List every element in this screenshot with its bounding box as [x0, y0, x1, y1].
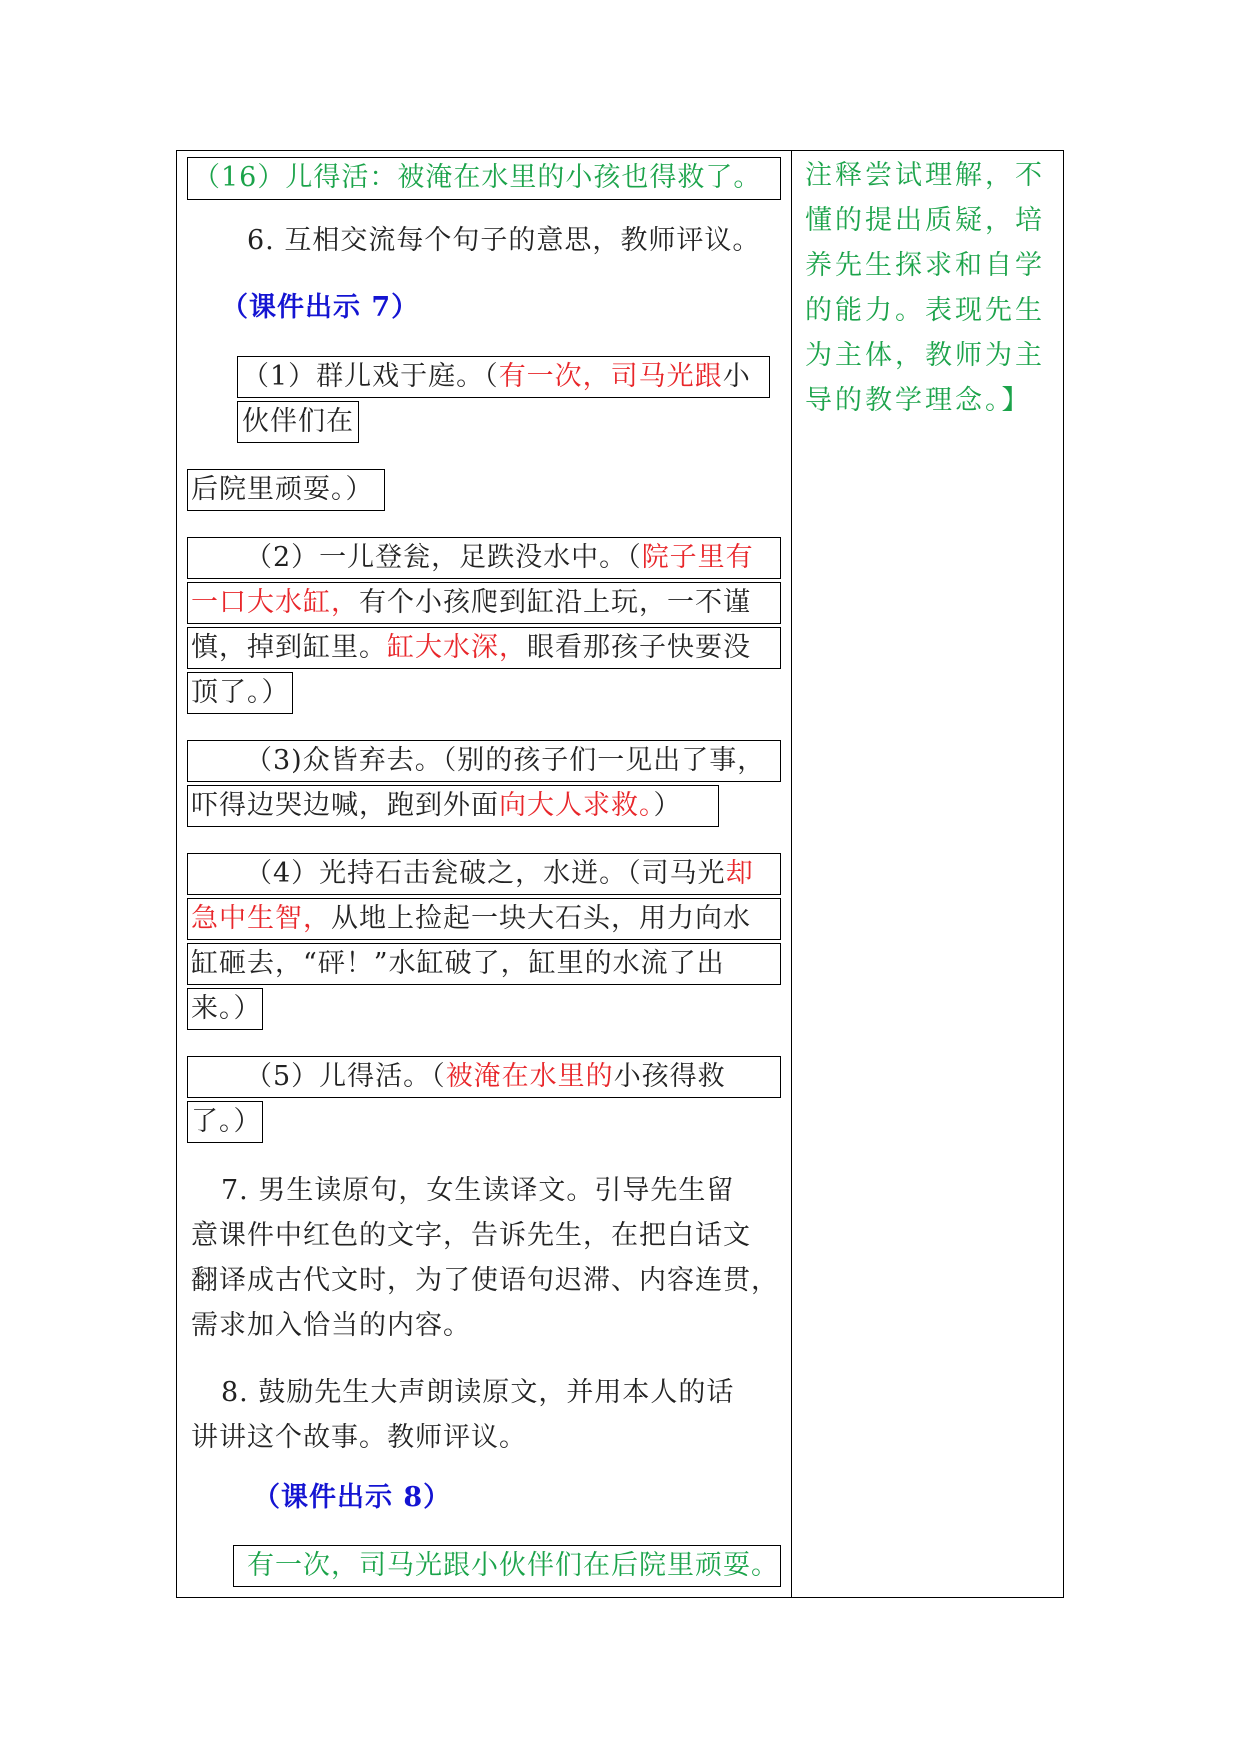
s1-line1-b: 小 — [722, 361, 751, 392]
courseware-heading-7: （课件出示 7） — [221, 292, 420, 323]
s3-line2-a: 吓得边哭边喊，跑到外面 — [191, 790, 499, 821]
s1-line2: 伙伴们在 — [242, 406, 354, 437]
s5-line2: 了。） — [191, 1106, 262, 1137]
column-divider — [791, 151, 792, 1597]
s4-line1-a: （4）光持石击瓮破之，水迸。（司马光 — [245, 858, 726, 889]
paragraph-7-line3: 翻译成古代文时，为了使语句迟滞、内容连贯， — [191, 1265, 779, 1296]
paragraph-6: 6. 互相交流每个句子的意思，教师评议。 — [247, 225, 761, 256]
last-line: 有一次，司马光跟小伙伴们在后院里顽耍。 — [247, 1550, 779, 1581]
paragraph-7-line2: 意课件中红色的文字，告诉先生，在把白话文 — [191, 1220, 751, 1251]
paragraph-7-line1: 7. 男生读原句，女生读译文。引导先生留 — [221, 1175, 735, 1206]
paragraph-8-line1: 8. 鼓励先生大声朗读原文，并用本人的话 — [221, 1377, 735, 1408]
s5-line1-b: 小孩得救 — [613, 1061, 726, 1092]
s3-line2-red: 向大人求救。 — [499, 790, 654, 821]
s5-line1-a: （5）儿得活。（ — [245, 1061, 446, 1092]
s4-line2-b: 从地上捡起一块大石头，用力向水 — [331, 903, 751, 934]
s2-line1 — [245, 541, 754, 575]
courseware-heading-8: （课件出示 8） — [253, 1482, 452, 1513]
s3-line2-b: ） — [653, 790, 682, 821]
s2-line3-red: 缸大水深， — [387, 632, 527, 663]
s4-line1 — [245, 857, 754, 891]
s2-line3 — [191, 631, 751, 665]
paragraph-7-line4: 需求加入恰当的内容。 — [191, 1310, 471, 1341]
s4-line4: 来。） — [191, 993, 262, 1024]
s5-line1 — [245, 1060, 726, 1094]
s3-line2 — [191, 789, 682, 823]
s3-line1: （3)众皆弃去。（别的孩子们一见出了事， — [245, 745, 766, 776]
s2-line1-a: （2）一儿登瓮，足跌没水中。（ — [245, 542, 642, 573]
s1-line1-red: 有一次，司马光跟 — [498, 361, 723, 392]
s1-line1 — [242, 360, 751, 394]
paragraph-8-line2: 讲讲这个故事。教师评议。 — [191, 1422, 527, 1453]
s2-line2 — [191, 586, 751, 620]
line16: （16）儿得活：被淹在水里的小孩也得救了。 — [193, 162, 762, 193]
s1-line3: 后院里顽耍。） — [191, 474, 374, 505]
s4-line2 — [191, 902, 751, 936]
s4-line3: 缸砸去，“砰！”水缸破了，缸里的水流了出 — [191, 948, 725, 979]
s2-line4: 顶了。） — [191, 677, 290, 708]
s2-line3-b: 眼看那孩子快要没 — [527, 632, 751, 663]
s4-line2-red: 急中生智， — [191, 903, 331, 934]
s2-line2-b: 有个小孩爬到缸沿上玩，一不谨 — [359, 587, 751, 618]
s4-line1-red: 却 — [725, 858, 754, 889]
s1-line1-a: （1）群儿戏于庭。（ — [242, 361, 499, 392]
s5-line1-red: 被淹在水里的 — [445, 1061, 614, 1092]
s2-line3-a: 慎，掉到缸里。 — [191, 632, 387, 663]
lesson-table — [176, 150, 1064, 1598]
teaching-note: 注释尝试理解，不懂的提出质疑，培养先生探求和自学的能力。表现先生为主体，教师为主导的教学理念。】 — [805, 160, 1045, 416]
s2-line1-red: 院子里有 — [641, 542, 754, 573]
s2-line2-red: 一口大水缸， — [191, 587, 359, 618]
